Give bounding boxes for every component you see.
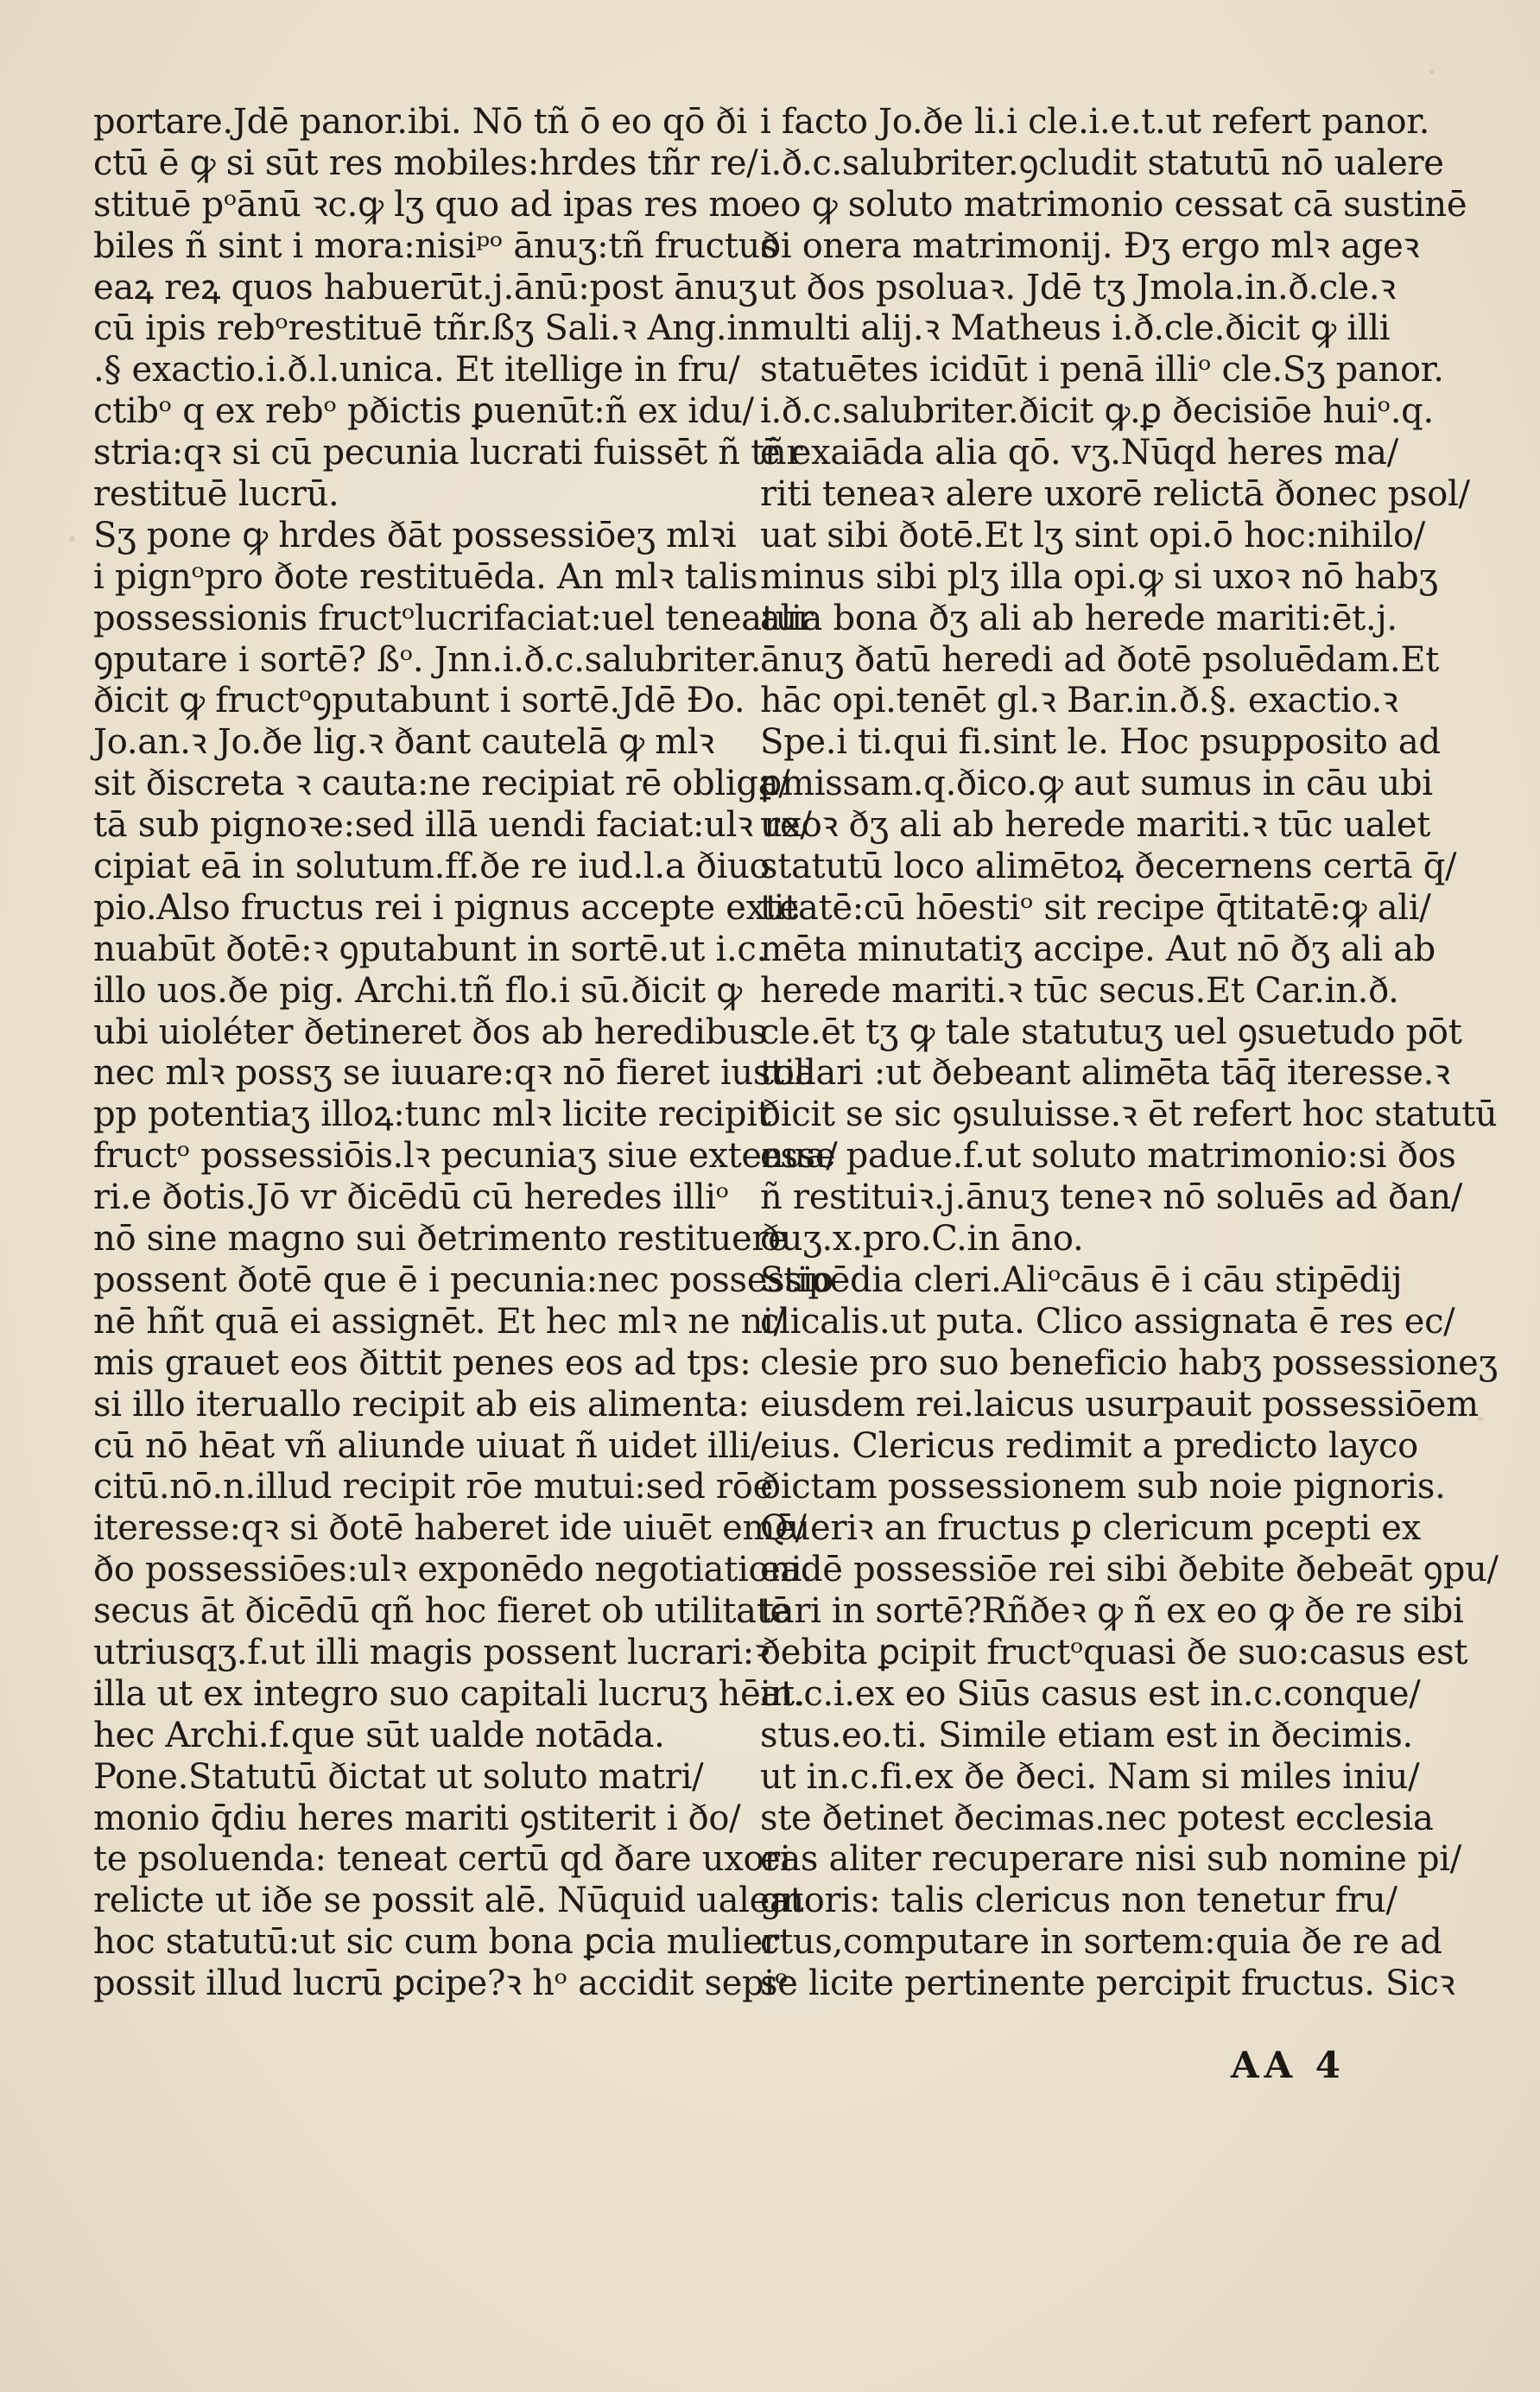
text-line: ꝯputare i sortē? ßᵒ. Jnn.i.ð.c.salubriter. — [93, 639, 762, 680]
text-line: stus.eo.ti. Simile etiam est in ðecimis. — [760, 1715, 1413, 1755]
text-line: ctibᵒ q ex rebᵒ pðictis ꝑuenūt:ñ ex idu/ — [93, 391, 754, 432]
paper-foxing-spot — [1429, 69, 1435, 74]
text-line: Stipēdia cleri.Aliᵒcāus ē i cāu stipēdij — [760, 1259, 1403, 1300]
text-line: clicalis.ut puta. Clico assignata ē res ec/ — [760, 1301, 1455, 1342]
text-line: ðicit ꝙ fructᵒꝯputabunt i sortē.Jdē Ðo. — [93, 681, 745, 721]
text-line: fructᵒ possessiōis.lꝛ pecuniaʒ siue extenua/ — [93, 1136, 838, 1177]
text-line: te psoluenda: teneat certū qd ðare uxori — [93, 1839, 791, 1880]
text-line: alia bona ðʒ ali ab herede mariti:ēt.j. — [760, 598, 1397, 638]
text-line: cū nō hēat vñ aliunde uiuat ñ uidet illi/ — [93, 1425, 762, 1466]
text-line: Spe.i ti.qui fi.sint le. Hoc psupposito ad — [760, 722, 1441, 763]
text-line: monio q̄diu heres mariti ꝯstiterit i ðo/ — [93, 1798, 741, 1838]
text-line: nec mlꝛ possʒ se iuuare:qꝛ nō fieret iustia — [93, 1053, 815, 1094]
text-line: tollari :ut ðebeant alimēta tāq̄ iteresse.ꝛ — [760, 1053, 1450, 1094]
text-line: Queriꝛ an fructus ꝑ clericum ꝑcepti ex — [760, 1508, 1421, 1549]
text-line: ut ðos psoluaꝛ. Jdē tʒ Jmola.in.ð.cle.ꝛ — [760, 267, 1396, 308]
left-text-column — [93, 102, 838, 2005]
text-line: eas aliter recuperare nisi sub nomine pi/ — [760, 1839, 1461, 1880]
text-line: eius. Clericus redimit a predicto layco — [760, 1425, 1418, 1466]
text-line: nē hñt quā ei assignēt. Et hec mlꝛ ne ni/ — [93, 1301, 785, 1342]
text-line: multi alij.ꝛ Matheus i.ð.cle.ðicit ꝙ illi — [760, 308, 1391, 349]
text-line: riti teneaꝛ alere uxorē relictā ðonec psol/ — [760, 474, 1470, 515]
text-line: statutū loco alimētoꝝ ðecernens certā q̄/ — [760, 847, 1457, 887]
text-line: nuabūt ðotē:ꝛ ꝯputabunt in sortē.ut i.c. — [93, 929, 767, 969]
text-line: hāc opi.tenēt gl.ꝛ Bar.in.ð.§. exactio.ꝛ — [760, 681, 1398, 721]
text-line: ðicit se sic ꝯsuluisse.ꝛ ēt refert hoc statutū — [760, 1094, 1498, 1135]
right-text-column — [760, 102, 1499, 2005]
text-line: statuētes icidūt i penā illiᵒ cle.Sʒ panor. — [760, 350, 1444, 390]
text-line: pp potentiaʒ illoꝝ:tunc mlꝛ licite recipit — [93, 1094, 771, 1135]
text-line: eo ꝙ soluto matrimonio cessat cā sustinē — [760, 184, 1467, 225]
text-line: eadē possessiōe rei sibi ðebite ðebeāt ꝯpu/ — [760, 1550, 1499, 1590]
text-line: portare.Jdē panor.ibi. Nō tñ ō eo qō ði — [93, 102, 747, 142]
text-line: i.ð.c.salubriter.ꝯcludit statutū nō ualere — [760, 143, 1444, 183]
text-line: mis grauet eos ðittit penes eos ad tps: — [93, 1342, 751, 1383]
text-line: citū.nō.n.illud recipit rōe mutui:sed rōe — [93, 1467, 773, 1507]
text-line: possent ðotē que ē i pecunia:nec possessio — [93, 1259, 833, 1300]
text-line: biles ñ sint i mora:nisiᵖᵒ ānuʒ:tñ fructus — [93, 225, 778, 266]
text-line: eaꝝ reꝝ quos habuerūt.j.ānū:post ānuʒ — [93, 267, 757, 308]
text-line: i facto Jo.ðe li.i cle.i.e.t.ut refert panor. — [760, 102, 1430, 142]
text-line: ctū ē ꝙ si sūt res mobiles:hrdes tñr re/ — [93, 143, 758, 183]
text-line: .§ exactio.i.ð.l.unica. Et itellige in fru/ — [93, 350, 740, 390]
text-line: secus āt ðicēdū qñ hoc fieret ob utilitatē — [93, 1591, 790, 1632]
text-line: illo uos.ðe pig. Archi.tñ flo.i sū.ðicit ꝙ — [93, 970, 742, 1011]
text-line: pio.Also fructus rei i pignus accepte exte — [93, 887, 800, 928]
text-line: ctus,computare in sortem:quia ðe re ad — [760, 1922, 1442, 1963]
text-line: nō sine magno sui ðetrimento restituere — [93, 1219, 789, 1259]
text-line: ānuʒ ðatū heredi ad ðotē psoluēdam.Et — [760, 639, 1439, 680]
text-line: relicte ut iðe se possit alē. Nūquid ualeat — [93, 1881, 804, 1921]
text-line: ðuʒ.x.pro.C.in āno. — [760, 1219, 1084, 1259]
text-line: possit illud lucrū ꝑcipe?ꝛ hᵒ accidit sepiᵒ — [93, 1964, 788, 2004]
text-line: hoc statutū:ut sic cum bona ꝑcia mulier — [93, 1922, 779, 1963]
text-line: stria:qꝛ si cū pecunia lucrati fuissēt ñ tñr — [93, 433, 803, 473]
text-line: iteresse:qꝛ si ðotē haberet ide uiuēt emē/ — [93, 1508, 807, 1549]
signature-mark: AA 4 — [1231, 2044, 1347, 2086]
text-line: Pone.Statutū ðictat ut soluto matri/ — [93, 1756, 704, 1797]
text-line: ubi uioléter ðetineret ðos ab heredibus — [93, 1012, 767, 1052]
text-line: stituē pᵒānū ꝛc.ꝙ lʒ quo ad ipas res mo — [93, 184, 762, 225]
text-line: ē exaiāda alia qō. vʒ.Nūqd heres ma/ — [760, 433, 1398, 473]
text-line: ðo possessiōes:ulꝛ exponēdo negotiationi. — [93, 1550, 813, 1590]
text-line: in.c.i.ex eo Siūs casus est in.c.conque/ — [760, 1673, 1421, 1714]
text-line: uat sibi ðotē.Et lʒ sint opi.ō hoc:nihilo/ — [760, 515, 1425, 555]
text-line: ði onera matrimonij. Ðʒ ergo mlꝛ ageꝛ — [760, 225, 1420, 266]
text-line: tari in sortē?Rñðeꝛ ꝙ ñ ex eo ꝙ ðe re sibi — [760, 1591, 1464, 1632]
text-line: ðictam possessionem sub noie pignoris. — [760, 1467, 1446, 1507]
text-line: gnoris: talis clericus non tenetur fru/ — [760, 1881, 1397, 1921]
text-line: i pignᵒpro ðote restituēda. An mlꝛ talis — [93, 556, 758, 597]
text-line: mēta minutatiʒ accipe. Aut nō ðʒ ali ab — [760, 929, 1435, 969]
text-line: ri.e ðotis.Jō vr ðicēdū cū heredes illiᵒ — [93, 1177, 729, 1218]
text-line: eiusdem rei.laicus usurpauit possessiōem — [760, 1384, 1479, 1424]
text-line: illa ut ex integro suo capitali lucruʒ hēat. — [93, 1673, 806, 1714]
text-line: possessionis fructᵒlucrifaciat:uel teneatur — [93, 598, 814, 638]
text-line: restituē lucrū. — [93, 474, 339, 515]
text-line: uxoꝛ ðʒ ali ab herede mariti.ꝛ tūc ualet — [760, 805, 1431, 846]
text-line: ut in.c.fi.ex ðe ðeci. Nam si miles iniu/ — [760, 1756, 1420, 1797]
text-line: herede mariti.ꝛ tūc secus.Et Car.in.ð. — [760, 970, 1399, 1011]
text-line: cipiat eā in solutum.ff.ðe re iud.l.a ðiuo — [93, 847, 770, 887]
text-line: si illo iteruallo recipit ab eis alimenta: — [93, 1384, 750, 1424]
paper-foxing-spot — [69, 536, 75, 542]
text-line: utriusqʒ.f.ut illi magis possent lucrari:ꝛ — [93, 1632, 770, 1672]
text-line: se licite pertinente percipit fructus. Sicꝛ — [760, 1964, 1455, 2004]
text-line: clesie pro suo beneficio habʒ possessioneʒ — [760, 1342, 1498, 1383]
text-line: Jo.an.ꝛ Jo.ðe lig.ꝛ ðant cautelā ꝙ mlꝛ — [93, 722, 714, 763]
text-line: ðebita ꝑcipit fructᵒquasi ðe suo:casus est — [760, 1632, 1468, 1672]
text-line: Sʒ pone ꝙ hrdes ðāt possessiōeʒ mlꝛi — [93, 515, 737, 555]
text-line: ꝑmissam.q.ðico.ꝙ aut sumus in cāu ubi — [760, 764, 1433, 804]
text-line: ste ðetinet ðecimas.nec potest ecclesia — [760, 1798, 1434, 1838]
text-line: esse padue.f.ut soluto matrimonio:si ðos — [760, 1136, 1456, 1177]
text-line: titatē:cū hōestiᵒ sit recipe q̄titatē:ꝙ ali/ — [760, 887, 1431, 928]
text-line: i.ð.c.salubriter.ðicit ꝙ.ꝑ ðecisiōe huiᵒ.q. — [760, 391, 1434, 432]
text-line: minus sibi plʒ illa opi.ꝙ si uxoꝛ nō habʒ — [760, 556, 1438, 597]
text-line: cū ipis rebᵒrestituē tñr.ßʒ Sali.ꝛ Ang.in — [93, 308, 760, 349]
text-line: sit ðiscreta ꝛ cauta:ne recipiat rē obliga/ — [93, 764, 790, 804]
text-line: tā sub pignoꝛe:sed illā uendi faciat:ulꝛ re/ — [93, 805, 812, 846]
text-line: hec Archi.f.que sūt ualde notāda. — [93, 1715, 665, 1755]
text-line: cle.ēt tʒ ꝙ tale statutuʒ uel ꝯsuetudo pōt — [760, 1012, 1462, 1052]
text-line: ñ restituiꝛ.j.ānuʒ teneꝛ nō soluēs ad ðan/ — [760, 1177, 1462, 1218]
